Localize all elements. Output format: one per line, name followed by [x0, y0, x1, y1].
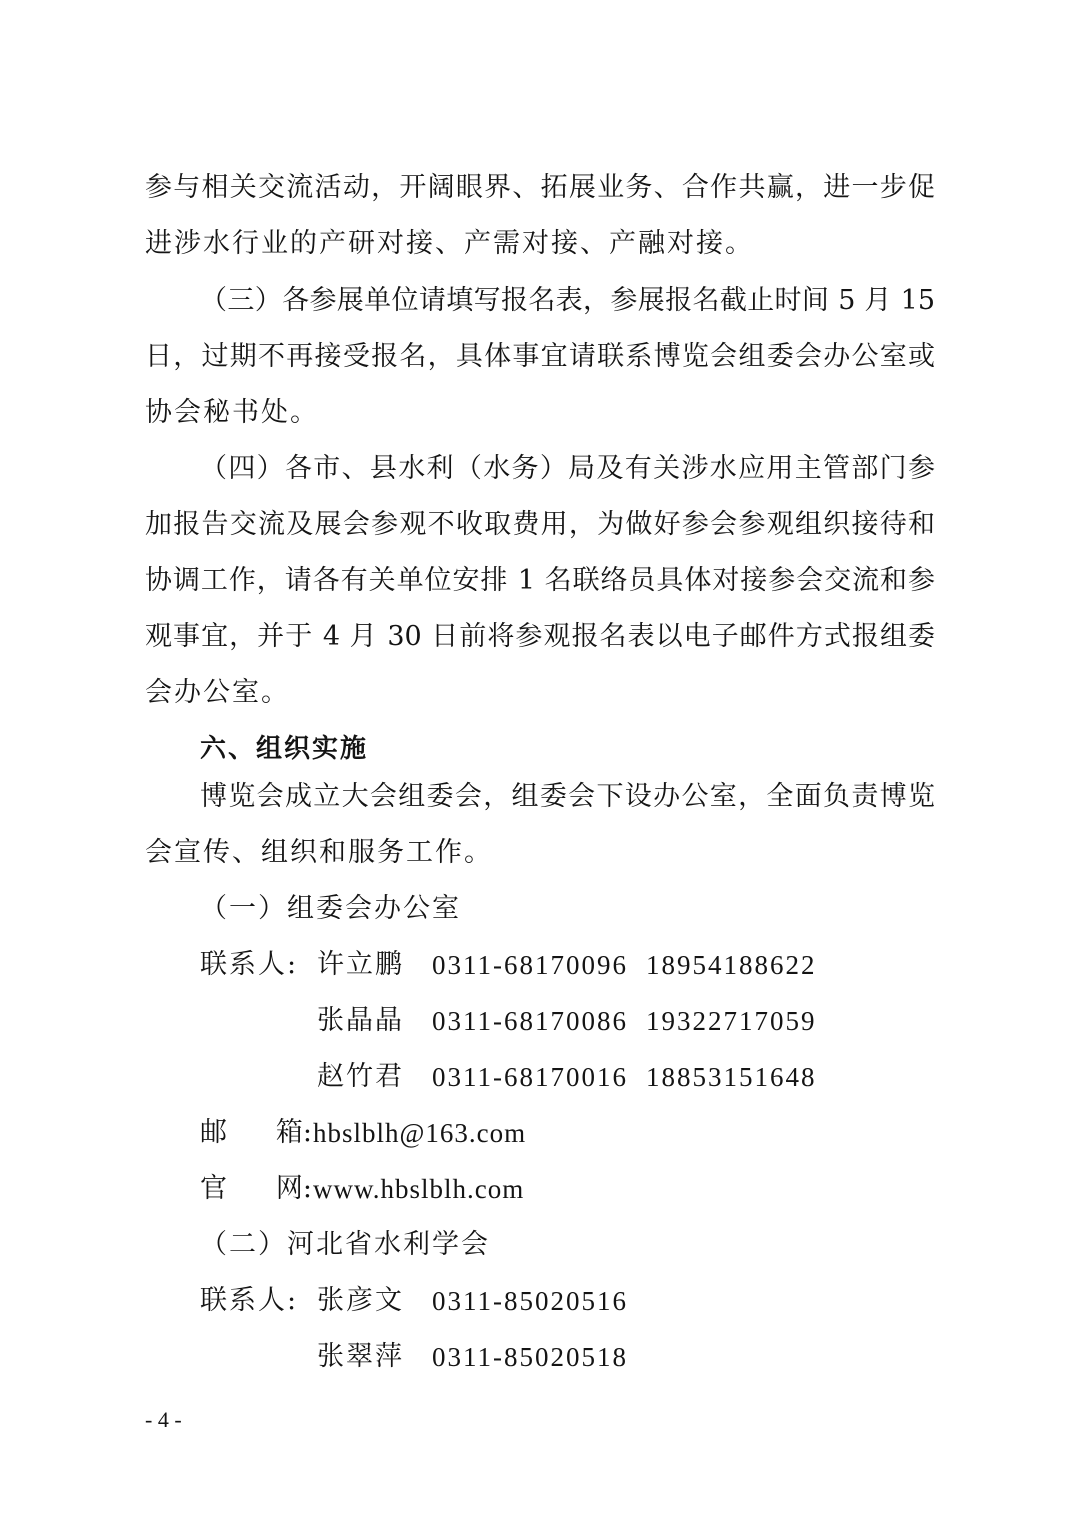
- contact-phone: 0311-68170016: [432, 1062, 628, 1092]
- paragraph-line: 进涉水行业的产研对接、产需对接、产融对接。: [145, 228, 754, 259]
- paragraph-line: （三）各参展单位请填写报名表，参展报名截止时间 5 月 15: [200, 285, 935, 316]
- paragraph-line: 协会秘书处。: [145, 397, 319, 428]
- paragraph-line: 加报告交流及展会参观不收取费用，为做好参会参观组织接待和: [145, 509, 935, 540]
- page-number: - 4 -: [145, 1407, 182, 1432]
- contact-phone: 0311-85020518: [432, 1342, 628, 1372]
- paragraph-line: 日，过期不再接受报名，具体事宜请联系博览会组委会办公室或: [145, 341, 935, 372]
- website-label: [200, 1169, 312, 1209]
- contact-name: 张晶晶: [317, 1005, 404, 1036]
- email-label-part: 邮: [200, 1117, 227, 1148]
- website-value: www.hbslblh.com: [313, 1174, 525, 1204]
- contact-name: 许立鹏: [317, 949, 404, 980]
- contact-label: 联系人:: [200, 1285, 299, 1316]
- section-heading: 六、组织实施: [200, 734, 369, 764]
- paragraph-line: 博览会成立大会组委会，组委会下设办公室，全面负责博览: [200, 781, 935, 812]
- paragraph-line: 会宣传、组织和服务工作。: [145, 837, 493, 868]
- paragraph-line: （四）各市、县水利（水务）局及有关涉水应用主管部门参: [200, 453, 935, 484]
- contact-phone: 0311-68170086: [432, 1006, 628, 1036]
- contact-name: 张翠萍: [317, 1341, 404, 1372]
- website-label-part: 官: [200, 1173, 227, 1204]
- paragraph-line: 会办公室。: [145, 677, 290, 708]
- contact-name: 张彦文: [317, 1285, 404, 1316]
- contact-name: 赵竹君: [317, 1061, 404, 1092]
- paragraph-line: 参与相关交流活动，开阔眼界、拓展业务、合作共赢，进一步促: [145, 172, 935, 203]
- contact-mobile: 19322717059: [646, 1006, 817, 1036]
- contact-label: 联系人:: [200, 949, 299, 980]
- subsection-title: （二）河北省水利学会: [200, 1229, 490, 1260]
- contact-mobile: 18853151648: [646, 1062, 817, 1092]
- contact-phone: 0311-68170096: [432, 950, 628, 980]
- contact-phone: 0311-85020516: [432, 1286, 628, 1316]
- subsection-title: （一）组委会办公室: [200, 893, 461, 924]
- website-label-part: 网:: [275, 1173, 312, 1204]
- email-label: [200, 1113, 312, 1153]
- paragraph-line: 观事宜，并于 4 月 30 日前将参观报名表以电子邮件方式报组委: [145, 621, 935, 652]
- contact-mobile: 18954188622: [646, 950, 817, 980]
- email-label-part: 箱:: [275, 1117, 312, 1148]
- email-value: hbslblh@163.com: [313, 1118, 527, 1148]
- paragraph-line: 协调工作，请各有关单位安排 1 名联络员具体对接参会交流和参: [145, 565, 935, 596]
